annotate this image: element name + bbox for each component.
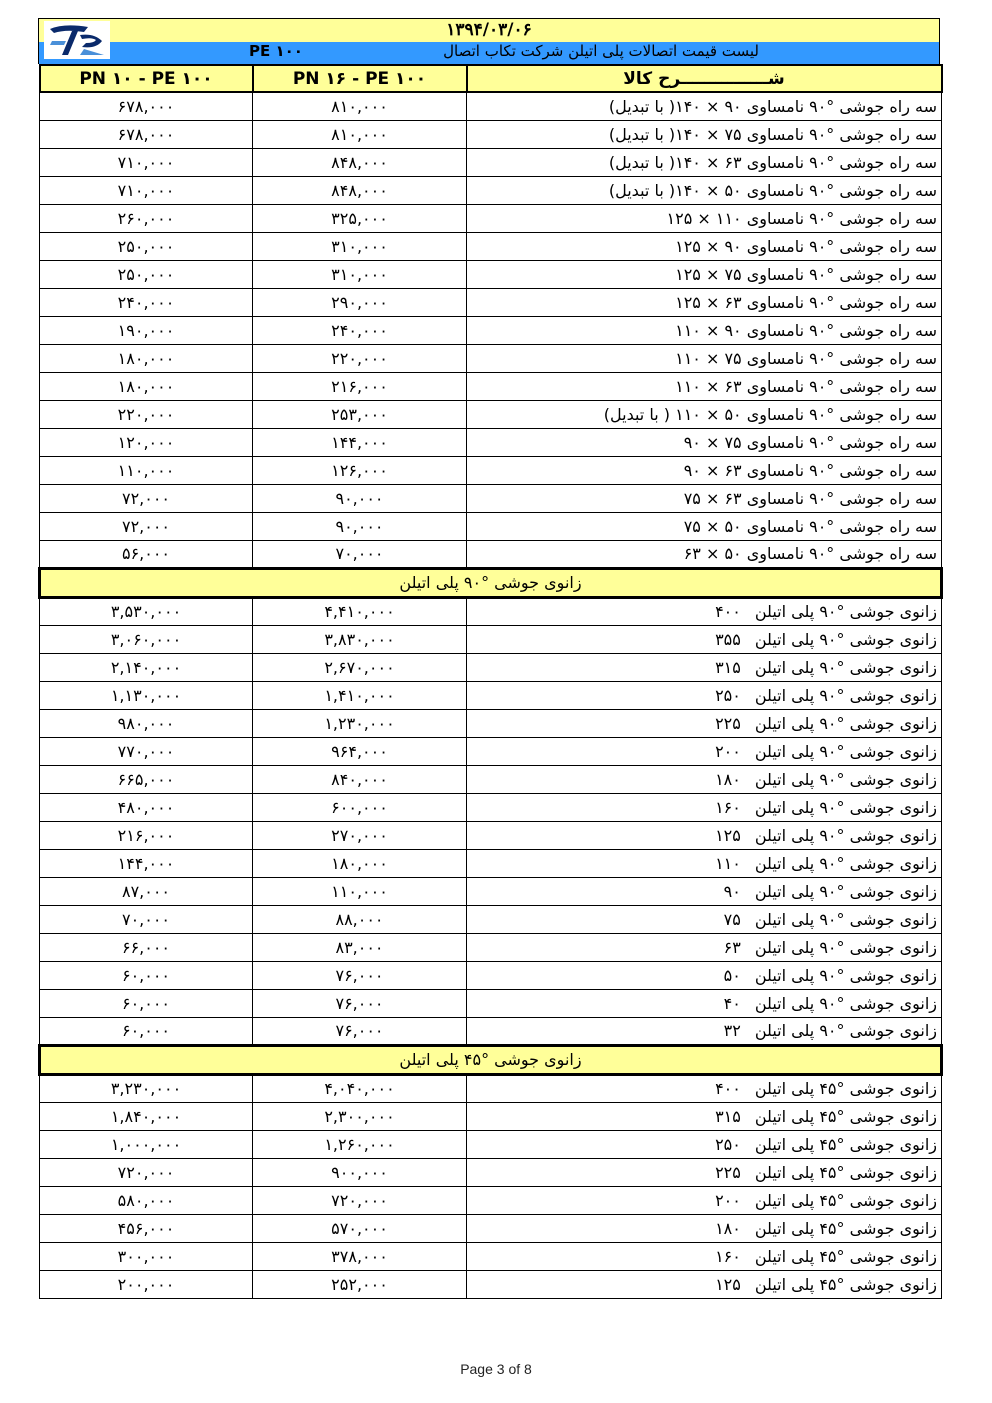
price-pn16: ۷۶,۰۰۰: [253, 961, 467, 989]
item-description: سه راه جوشی °۹۰ نامساوی ۵۰ × ۱۱۰ ( با تبدیل): [467, 400, 942, 428]
item-name: زانوی جوشی °۹۰ پلی اتیلن: [754, 657, 937, 677]
price-pn16: ۹۶۴,۰۰۰: [253, 737, 467, 765]
table-row: [40, 1214, 942, 1242]
item-description: سه راه جوشی °۹۰ نامساوی ۷۵ × ۹۰: [467, 428, 942, 456]
price-pn10: ۷۲۰,۰۰۰: [40, 1158, 253, 1186]
price-pn10: ۵۸۰,۰۰۰: [40, 1186, 253, 1214]
price-pn10: ۶۶۵,۰۰۰: [40, 765, 253, 793]
item-size: ۲۰۰: [715, 1190, 741, 1210]
company-logo: [44, 21, 110, 59]
item-name: زانوی جوشی °۴۵ پلی اتیلن: [754, 1162, 937, 1182]
item-name: زانوی جوشی °۴۵ پلی اتیلن: [754, 1079, 937, 1098]
table-row: [40, 1102, 942, 1130]
price-pn16: ۵۷۰,۰۰۰: [253, 1214, 467, 1242]
price-pn16: ۸۱۰,۰۰۰: [253, 92, 467, 120]
item-description: [467, 821, 942, 849]
item-size: ۱۸۰: [715, 1218, 741, 1238]
item-size: ۲۲۵: [715, 713, 741, 733]
price-pn16: ۲۵۲,۰۰۰: [253, 1270, 467, 1298]
table-row: [40, 148, 942, 176]
item-description: [467, 961, 942, 989]
price-pn10: ۱۸۰,۰۰۰: [40, 344, 253, 372]
item-description: سه راه جوشی °۹۰ نامساوی ۵۰ × ۷۵: [467, 512, 942, 540]
price-pn10: ۵۶,۰۰۰: [40, 540, 253, 568]
item-description: [467, 905, 942, 933]
item-name: زانوی جوشی °۹۰ پلی اتیلن: [754, 965, 937, 985]
item-description: سه راه جوشی °۹۰ نامساوی ۷۵ × ۱۱۰: [467, 344, 942, 372]
price-pn16: ۸۱۰,۰۰۰: [253, 120, 467, 148]
table-header-row: [40, 65, 942, 92]
table-row: [40, 428, 942, 456]
price-pn16: ۳۱۰,۰۰۰: [253, 260, 467, 288]
item-description: [467, 625, 942, 653]
item-description: [467, 1158, 942, 1186]
price-pn10: ۳,۰۶۰,۰۰۰: [40, 625, 253, 653]
item-size: ۴۰۰: [715, 602, 741, 621]
price-pn16: ۱۴۴,۰۰۰: [253, 428, 467, 456]
table-row: [40, 316, 942, 344]
price-pn16: ۲,۶۷۰,۰۰۰: [253, 653, 467, 681]
price-pn10: ۴۸۰,۰۰۰: [40, 793, 253, 821]
table-row: [40, 1186, 942, 1214]
price-pn10: ۷۲,۰۰۰: [40, 512, 253, 540]
item-description: سه راه جوشی °۹۰ نامساوی ۶۳ × ۱۴۰( با تبدیل): [467, 148, 942, 176]
table-row: [40, 905, 942, 933]
price-pn16: ۲۷۰,۰۰۰: [253, 821, 467, 849]
price-pn10: ۱,۱۳۰,۰۰۰: [40, 681, 253, 709]
price-pn10: ۲۰۰,۰۰۰: [40, 1270, 253, 1298]
table-row: [40, 540, 942, 568]
item-name: زانوی جوشی °۹۰ پلی اتیلن: [754, 602, 937, 621]
item-name: زانوی جوشی °۹۰ پلی اتیلن: [754, 741, 937, 761]
item-size: ۱۱۰: [715, 853, 741, 873]
item-description: سه راه جوشی °۹۰ نامساوی ۵۰ × ۱۴۰( با تبدیل): [467, 176, 942, 204]
item-size: ۶۳: [723, 937, 741, 957]
section-header-elbow-45: [40, 1045, 942, 1074]
item-size: ۳۲: [723, 1021, 741, 1040]
item-name: زانوی جوشی °۴۵ پلی اتیلن: [754, 1274, 937, 1294]
item-description: سه راه جوشی °۹۰ نامساوی ۶۳ × ۱۱۰: [467, 372, 942, 400]
price-pn16: ۱۱۰,۰۰۰: [253, 877, 467, 905]
price-pn10: ۶۰,۰۰۰: [40, 1017, 253, 1045]
column-header-pn16: PN ۱۶ - PE ۱۰۰: [253, 65, 467, 92]
item-name: زانوی جوشی °۴۵ پلی اتیلن: [754, 1106, 937, 1126]
price-pn16: ۳۱۰,۰۰۰: [253, 232, 467, 260]
price-pn16: ۹۰۰,۰۰۰: [253, 1158, 467, 1186]
item-description: [467, 1270, 942, 1298]
item-description: [467, 933, 942, 961]
price-pn16: ۱,۲۶۰,۰۰۰: [253, 1130, 467, 1158]
price-pn16: ۴,۰۴۰,۰۰۰: [253, 1074, 467, 1102]
item-size: ۱۸۰: [715, 769, 741, 789]
document-title: لیست قیمت اتصالات پلی اتیلن شرکت تکاب اتصال: [443, 42, 759, 60]
item-size: ۴۰۰: [715, 1079, 741, 1098]
item-size: ۱۶۰: [715, 1246, 741, 1266]
price-pn16: ۳۲۵,۰۰۰: [253, 204, 467, 232]
item-description: [467, 681, 942, 709]
table-row: [40, 484, 942, 512]
price-pn16: ۱۸۰,۰۰۰: [253, 849, 467, 877]
price-pn10: ۱۹۰,۰۰۰: [40, 316, 253, 344]
item-name: زانوی جوشی °۴۵ پلی اتیلن: [754, 1134, 937, 1154]
price-pn10: ۱۲۰,۰۰۰: [40, 428, 253, 456]
table-row: [40, 1130, 942, 1158]
price-pn16: ۱۲۶,۰۰۰: [253, 456, 467, 484]
item-description: [467, 597, 942, 625]
price-pn16: ۶۰۰,۰۰۰: [253, 793, 467, 821]
price-pn16: ۹۰,۰۰۰: [253, 512, 467, 540]
column-header-description: شـــــــــــــــرح کالا: [467, 65, 942, 92]
price-pn10: ۲۴۰,۰۰۰: [40, 288, 253, 316]
price-pn10: ۲۵۰,۰۰۰: [40, 232, 253, 260]
table-row: [40, 260, 942, 288]
table-row: [40, 400, 942, 428]
price-pn10: ۴۵۶,۰۰۰: [40, 1214, 253, 1242]
table-row: [40, 372, 942, 400]
price-pn16: ۳,۸۳۰,۰۰۰: [253, 625, 467, 653]
item-description: [467, 765, 942, 793]
item-size: ۲۰۰: [715, 741, 741, 761]
item-name: زانوی جوشی °۹۰ پلی اتیلن: [754, 685, 937, 705]
price-pn10: ۳۰۰,۰۰۰: [40, 1242, 253, 1270]
price-pn10: ۱۱۰,۰۰۰: [40, 456, 253, 484]
item-name: زانوی جوشی °۹۰ پلی اتیلن: [754, 797, 937, 817]
item-description: سه راه جوشی °۹۰ نامساوی ۷۵ × ۱۴۰( با تبدیل): [467, 120, 942, 148]
table-row: [40, 681, 942, 709]
price-pn16: ۸۸,۰۰۰: [253, 905, 467, 933]
table-row: [40, 989, 942, 1017]
item-size: ۱۲۵: [715, 1274, 741, 1294]
item-name: زانوی جوشی °۹۰ پلی اتیلن: [754, 993, 937, 1013]
price-pn16: ۸۴۸,۰۰۰: [253, 148, 467, 176]
item-name: زانوی جوشی °۴۵ پلی اتیلن: [754, 1218, 937, 1238]
item-description: سه راه جوشی °۹۰ نامساوی ۷۵ × ۱۲۵: [467, 260, 942, 288]
table-row: [40, 456, 942, 484]
grade-label: PE ۱۰۰: [249, 42, 303, 60]
price-pn16: ۲۵۳,۰۰۰: [253, 400, 467, 428]
price-pn10: ۱۸۰,۰۰۰: [40, 372, 253, 400]
column-header-pn10: PN ۱۰ - PE ۱۰۰: [40, 65, 253, 92]
item-name: زانوی جوشی °۹۰ پلی اتیلن: [754, 713, 937, 733]
table-row: [40, 204, 942, 232]
table-body: [40, 92, 942, 1298]
item-description: [467, 1130, 942, 1158]
item-description: [467, 1017, 942, 1045]
item-description: سه راه جوشی °۹۰ نامساوی ۹۰ × ۱۴۰( با تبدیل): [467, 92, 942, 120]
price-pn10: ۷۱۰,۰۰۰: [40, 176, 253, 204]
price-pn16: ۷۲۰,۰۰۰: [253, 1186, 467, 1214]
table-row: [40, 1242, 942, 1270]
price-pn16: ۴,۴۱۰,۰۰۰: [253, 597, 467, 625]
price-pn16: ۲۹۰,۰۰۰: [253, 288, 467, 316]
title-row: [38, 42, 940, 64]
table-row: [40, 625, 942, 653]
price-pn10: ۶۶,۰۰۰: [40, 933, 253, 961]
price-pn16: ۷۰,۰۰۰: [253, 540, 467, 568]
item-description: [467, 737, 942, 765]
price-pn16: ۱,۴۱۰,۰۰۰: [253, 681, 467, 709]
price-pn10: ۳,۵۳۰,۰۰۰: [40, 597, 253, 625]
price-pn10: ۷۱۰,۰۰۰: [40, 148, 253, 176]
item-description: سه راه جوشی °۹۰ نامساوی ۶۳ × ۹۰: [467, 456, 942, 484]
table-row: [40, 933, 942, 961]
item-name: زانوی جوشی °۹۰ پلی اتیلن: [754, 825, 937, 845]
section-title: زانوی جوشی °۴۵ پلی اتیلن: [40, 1045, 942, 1074]
price-pn10: ۷۲,۰۰۰: [40, 484, 253, 512]
item-size: ۷۵: [723, 909, 741, 929]
price-pn10: ۲۵۰,۰۰۰: [40, 260, 253, 288]
item-size: ۲۵۰: [715, 685, 741, 705]
date-row: [38, 18, 940, 42]
table-row: [40, 709, 942, 737]
price-pn16: ۳۷۸,۰۰۰: [253, 1242, 467, 1270]
item-size: ۳۵۵: [715, 629, 741, 649]
item-description: سه راه جوشی °۹۰ نامساوی ۵۰ × ۶۳: [467, 540, 942, 568]
item-description: [467, 1186, 942, 1214]
table-row: [40, 597, 942, 625]
table-row: [40, 1270, 942, 1298]
table-row: [40, 821, 942, 849]
price-pn10: ۲۱۶,۰۰۰: [40, 821, 253, 849]
item-size: ۴۰: [723, 993, 741, 1013]
item-name: زانوی جوشی °۹۰ پلی اتیلن: [754, 1021, 937, 1040]
item-description: [467, 709, 942, 737]
price-pn10: ۲۲۰,۰۰۰: [40, 400, 253, 428]
price-pn10: ۷۷۰,۰۰۰: [40, 737, 253, 765]
item-name: زانوی جوشی °۹۰ پلی اتیلن: [754, 853, 937, 873]
price-pn10: ۱,۸۴۰,۰۰۰: [40, 1102, 253, 1130]
item-description: [467, 1074, 942, 1102]
table-row: [40, 1158, 942, 1186]
item-size: ۲۲۵: [715, 1162, 741, 1182]
price-pn10: ۳,۲۳۰,۰۰۰: [40, 1074, 253, 1102]
item-name: زانوی جوشی °۴۵ پلی اتیلن: [754, 1190, 937, 1210]
item-description: سه راه جوشی °۹۰ نامساوی ۶۳ × ۱۲۵: [467, 288, 942, 316]
price-pn10: ۹۸۰,۰۰۰: [40, 709, 253, 737]
item-description: سه راه جوشی °۹۰ نامساوی ۱۱۰ × ۱۲۵: [467, 204, 942, 232]
item-size: ۱۲۵: [715, 825, 741, 845]
table-row: [40, 793, 942, 821]
item-size: ۵۰: [723, 965, 741, 985]
item-name: زانوی جوشی °۴۵ پلی اتیلن: [754, 1246, 937, 1266]
price-pn16: ۸۴۰,۰۰۰: [253, 765, 467, 793]
table-row: [40, 176, 942, 204]
table-row: [40, 232, 942, 260]
section-header-elbow-90: [40, 568, 942, 597]
item-size: ۱۶۰: [715, 797, 741, 817]
price-pn10: ۶۰,۰۰۰: [40, 989, 253, 1017]
table-row: [40, 849, 942, 877]
item-name: زانوی جوشی °۹۰ پلی اتیلن: [754, 881, 937, 901]
price-pn16: ۷۶,۰۰۰: [253, 989, 467, 1017]
table-row: [40, 765, 942, 793]
item-name: زانوی جوشی °۹۰ پلی اتیلن: [754, 769, 937, 789]
item-description: [467, 653, 942, 681]
price-pn10: ۲۶۰,۰۰۰: [40, 204, 253, 232]
table-row: [40, 120, 942, 148]
table-row: [40, 92, 942, 120]
price-pn16: ۸۳,۰۰۰: [253, 933, 467, 961]
table-row: [40, 1017, 942, 1045]
price-pn16: ۸۴۸,۰۰۰: [253, 176, 467, 204]
price-table: [38, 64, 943, 1299]
price-pn16: ۹۰,۰۰۰: [253, 484, 467, 512]
item-description: [467, 1242, 942, 1270]
section-title: زانوی جوشی °۹۰ پلی اتیلن: [40, 568, 942, 597]
price-pn16: ۲,۳۰۰,۰۰۰: [253, 1102, 467, 1130]
price-pn10: ۶۰,۰۰۰: [40, 961, 253, 989]
price-pn16: ۲۲۰,۰۰۰: [253, 344, 467, 372]
item-description: [467, 849, 942, 877]
price-pn10: ۲,۱۴۰,۰۰۰: [40, 653, 253, 681]
price-pn16: ۲۴۰,۰۰۰: [253, 316, 467, 344]
item-description: [467, 793, 942, 821]
item-name: زانوی جوشی °۹۰ پلی اتیلن: [754, 937, 937, 957]
price-pn10: ۶۷۸,۰۰۰: [40, 92, 253, 120]
item-description: [467, 989, 942, 1017]
item-size: ۹۰: [723, 881, 741, 901]
document-date: ۱۳۹۴/۰۳/۰۶: [446, 20, 532, 40]
item-description: [467, 1102, 942, 1130]
item-description: سه راه جوشی °۹۰ نامساوی ۹۰ × ۱۱۰: [467, 316, 942, 344]
item-description: سه راه جوشی °۹۰ نامساوی ۶۳ × ۷۵: [467, 484, 942, 512]
item-description: [467, 1214, 942, 1242]
table-row: [40, 344, 942, 372]
table-row: [40, 288, 942, 316]
table-row: [40, 653, 942, 681]
price-pn16: ۷۶,۰۰۰: [253, 1017, 467, 1045]
item-description: سه راه جوشی °۹۰ نامساوی ۹۰ × ۱۲۵: [467, 232, 942, 260]
table-row: [40, 877, 942, 905]
table-row: [40, 1074, 942, 1102]
item-size: ۳۱۵: [715, 657, 741, 677]
item-size: ۳۱۵: [715, 1106, 741, 1126]
page-number: Page 3 of 8: [460, 1361, 532, 1377]
item-name: زانوی جوشی °۹۰ پلی اتیلن: [754, 909, 937, 929]
price-pn10: ۸۷,۰۰۰: [40, 877, 253, 905]
price-pn16: ۲۱۶,۰۰۰: [253, 372, 467, 400]
table-row: [40, 737, 942, 765]
price-pn10: ۷۰,۰۰۰: [40, 905, 253, 933]
item-description: [467, 877, 942, 905]
price-list-sheet: [38, 18, 940, 1299]
item-size: ۲۵۰: [715, 1134, 741, 1154]
item-name: زانوی جوشی °۹۰ پلی اتیلن: [754, 629, 937, 649]
table-row: [40, 512, 942, 540]
price-pn10: ۱,۰۰۰,۰۰۰: [40, 1130, 253, 1158]
price-pn16: ۱,۲۳۰,۰۰۰: [253, 709, 467, 737]
price-pn10: ۱۴۴,۰۰۰: [40, 849, 253, 877]
price-pn10: ۶۷۸,۰۰۰: [40, 120, 253, 148]
table-row: [40, 961, 942, 989]
